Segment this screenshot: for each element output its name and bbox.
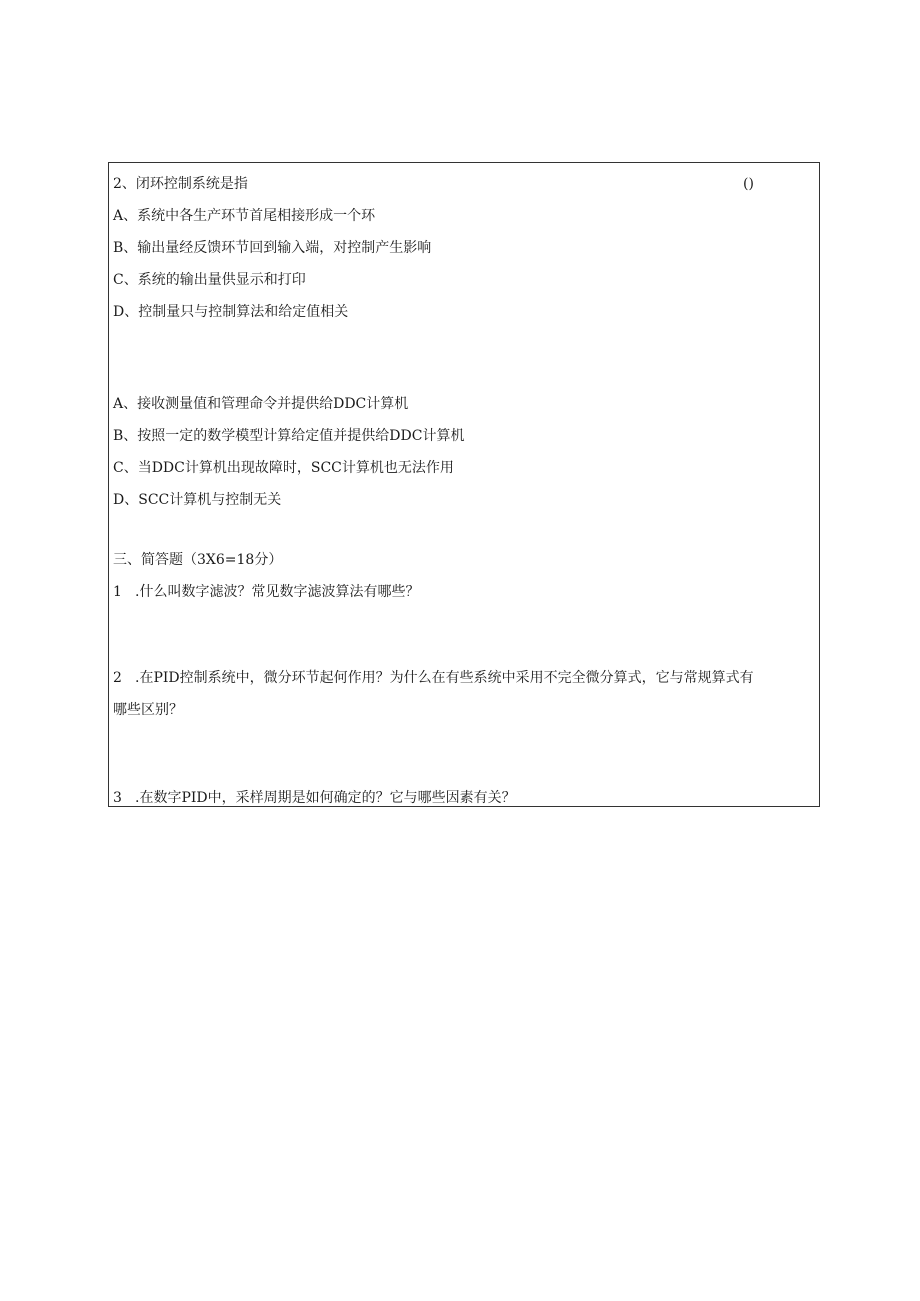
question-text: .什么叫数字滤波？常见数字滤波算法有哪些？: [135, 584, 420, 600]
question-2-option-d: D、控制量只与控制算法和给定值相关: [113, 304, 349, 320]
question-3-option-d: D、SCC计算机与控制无关: [113, 492, 282, 508]
exam-table-frame: [108, 162, 820, 807]
question-2-option-c: C、系统的输出量供显示和打印: [113, 272, 306, 288]
question-number: 1: [113, 584, 122, 600]
question-3-option-b: B、按照一定的数学模型计算给定值并提供给DDC计算机: [113, 428, 465, 444]
question-text: .在PID控制系统中，微分环节起何作用？为什么在有些系统中采用不完全微分算式，它与常规算式有: [135, 670, 754, 686]
question-2-option-b: B、输出量经反馈环节回到输入端，对控制产生影响: [113, 240, 432, 256]
question-3-option-a: A、接收测量值和管理命令并提供给DDC计算机: [113, 396, 409, 412]
question-2-option-a: A、系统中各生产环节首尾相接形成一个环: [113, 208, 376, 224]
question-text: .在数字PID中，采样周期是如何确定的？它与哪些因素有关？: [135, 790, 516, 806]
short-answer-question-2: [113, 669, 754, 687]
section-heading: 三、简答题（3X6=18分）: [113, 552, 283, 568]
question-number: 2: [113, 670, 122, 686]
question-3-option-c: C、当DDC计算机出现故障时，SCC计算机也无法作用: [113, 460, 454, 476]
question-2-stem: 2、闭环控制系统是指: [113, 176, 248, 192]
short-answer-question-1: [113, 583, 419, 601]
answer-parentheses: (): [743, 176, 754, 192]
short-answer-question-2-continuation: 哪些区别？: [113, 702, 183, 718]
short-answer-question-3: [113, 789, 516, 807]
question-number: 3: [113, 790, 122, 806]
